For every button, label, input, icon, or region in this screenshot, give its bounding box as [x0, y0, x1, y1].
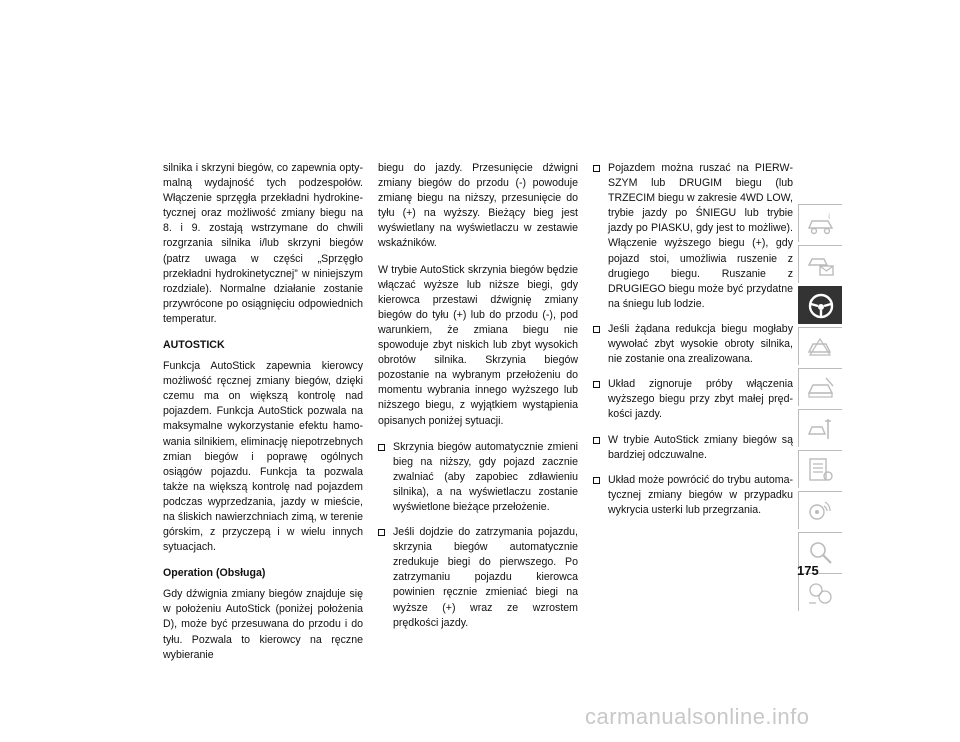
car-safety-icon: [806, 333, 836, 361]
text-column-1: [163, 161, 363, 674]
bullet-list: [378, 440, 578, 631]
section-heading-operation: Operation (Obsługa): [163, 567, 266, 580]
checkbox-bullet-icon: [593, 437, 600, 444]
tab-starting-and-operating[interactable]: [798, 286, 842, 324]
tab-multimedia[interactable]: [798, 491, 842, 529]
car-emergency-icon: [806, 374, 836, 402]
checkbox-bullet-icon: [378, 444, 385, 451]
page-number: 175: [797, 563, 819, 578]
list-item: Skrzynia biegów automatycznie zmieni bieg na niższy, gdy pojazd zacznie zwalniać (aby zapobiec zdławieniu silnika), a na wyświetlaczu zostanie wyświetlone bieżące przełożenie.: [378, 440, 578, 515]
steering-wheel-icon: [806, 292, 836, 320]
paragraph: Gdy dźwignia zmiany biegów znajduje się w położeniu AutoStick (poniżej położenia D), może być przesuwana do przodu i do tyłu. Pozwala to kierowcy na ręczne wybieranie: [163, 588, 363, 661]
section-heading-autostick: AUTOSTICK: [163, 339, 225, 352]
list-item: Jeśli żądana redukcja biegu mogłaby wywołać zbyt wysokie obroty silnika, nie zostanie ona zrealizowana.: [593, 322, 793, 367]
checkbox-bullet-icon: [378, 529, 385, 536]
paragraph: Funkcja AutoStick zapewnia kierowcy możliwość ręcznej zmiany biegów, dzięki czemu ma on większą kontrolę nad pojazdem. Funkcja AutoStick pozwala na maksymalne wykorzystanie efektu hamowania silnikiem, eliminację niepotrzebnych zmian biegów i poprawę ogólnych osiągów pojazdu. Funkcja ta pozwala także na większą kontrolę nad pojazdem podczas wyprzedzania, jazdy w mieście, na śliskich nawierzchniach zimą, w terenie górskim, z przyczepą i w wielu innych sytuacjach.: [163, 360, 363, 554]
checkbox-bullet-icon: [593, 381, 600, 388]
bullet-list: [593, 161, 793, 518]
list-item: Układ może powrócić do trybu automatycznej zmiany biegów w przypadku wykrycia usterki lub przegrzania.: [593, 473, 793, 518]
languages-icon: [806, 579, 836, 607]
car-service-icon: [806, 415, 836, 443]
tab-technical-specifications[interactable]: [798, 450, 842, 488]
text-column-3: [593, 161, 793, 528]
paragraph: silnika i skrzyni biegów, co zapewnia optymalną wydajność tych podzespołów. Włączenie sprzęgła przekładni hydrokinetycznej oraz możliwość zmiany biegu na 8. i 9. zostają wstrzymane do chwili rozgrzania silnika i/lub skrzyni biegów (patrz uwaga w części „Sprzęgło przekładni hydrokinetycznej” w niniejszym rozdziale). Normalne działanie zostanie przywrócone po osiągnięciu odpowiednich temperatur.: [163, 162, 363, 325]
checkbox-bullet-icon: [593, 326, 600, 333]
list-item: Jeśli dojdzie do zatrzymania pojazdu, skrzynia biegów automatycznie zredukuje biegi do pierwszego. Po zatrzymaniu pojazdu kierowca powinien ręcznie zmieniać biegi na wyższe (+) wraz ze wzrostem prędkości jazdy.: [378, 525, 578, 631]
svg-text:i: i: [827, 211, 830, 221]
tab-getting-to-know-vehicle[interactable]: [798, 204, 842, 242]
checkbox-bullet-icon: [593, 477, 600, 484]
list-item: Pojazdem można ruszać na PIERWSZYM lub DRUGIM biegu (lub TRZECIM biegu w zakresie 4WD LOW, trybie jazdy po ŚNIEGU lub trybie jazdy po PIASKU, gdy jest to możliwe). Włączenie wyższego biegu (+), gdy pojazd stoi, umożliwia ruszenie z drugiego biegu. Ruszanie z DRUGIEGO biegu może być przydatne na śniegu lub lodzie.: [593, 161, 793, 312]
list-item: W trybie AutoStick zmiany biegów są bardziej odczuwalne.: [593, 433, 793, 463]
car-message-icon: [806, 251, 836, 279]
checkbox-bullet-icon: [593, 165, 600, 172]
paragraph: W trybie AutoStick skrzynia biegów będzie włączać wyższe lub niższe biegi, gdy kierowca przestawi dźwignię zmiany biegów do tyłu (+) lub do przodu (-), pod warunkiem, że zmiana biegu nie spowoduje zbyt niskich lub zbyt wysokich obrotów silnika. Skrzynia biegów pozostanie na wybranym przełożeniu do momentu wybrania innego wyższego lub niższego biegu, z wyjątkiem wystąpienia opisanych poniżej sytuacji.: [378, 263, 578, 427]
multimedia-icon: [806, 497, 836, 525]
watermark: carmanualsonline.info: [585, 704, 810, 729]
car-info-icon: [806, 210, 836, 238]
chapter-tabs: [798, 204, 842, 614]
list-item: Układ zignoruje próby włączenia wyższego biegu przy zbyt małej prędkości jazdy.: [593, 377, 793, 422]
text-column-2: [378, 161, 578, 641]
tab-languages[interactable]: [798, 573, 842, 611]
tab-servicing-and-maintenance[interactable]: [798, 409, 842, 447]
tab-instrument-panel[interactable]: [798, 245, 842, 283]
tab-safety[interactable]: [798, 327, 842, 365]
specifications-list-icon: [806, 456, 836, 484]
search-index-icon: [806, 538, 836, 566]
paragraph: biegu do jazdy. Przesunięcie dźwigni zmiany biegów do przodu (-) powoduje zmianę biegu na niższy, przesunięcie do tyłu (+) na wyższy. Bieżący bieg jest wyświetlany na wyświetlaczu w zestawie wskaźników.: [378, 162, 578, 250]
tab-in-case-of-emergency[interactable]: [798, 368, 842, 406]
